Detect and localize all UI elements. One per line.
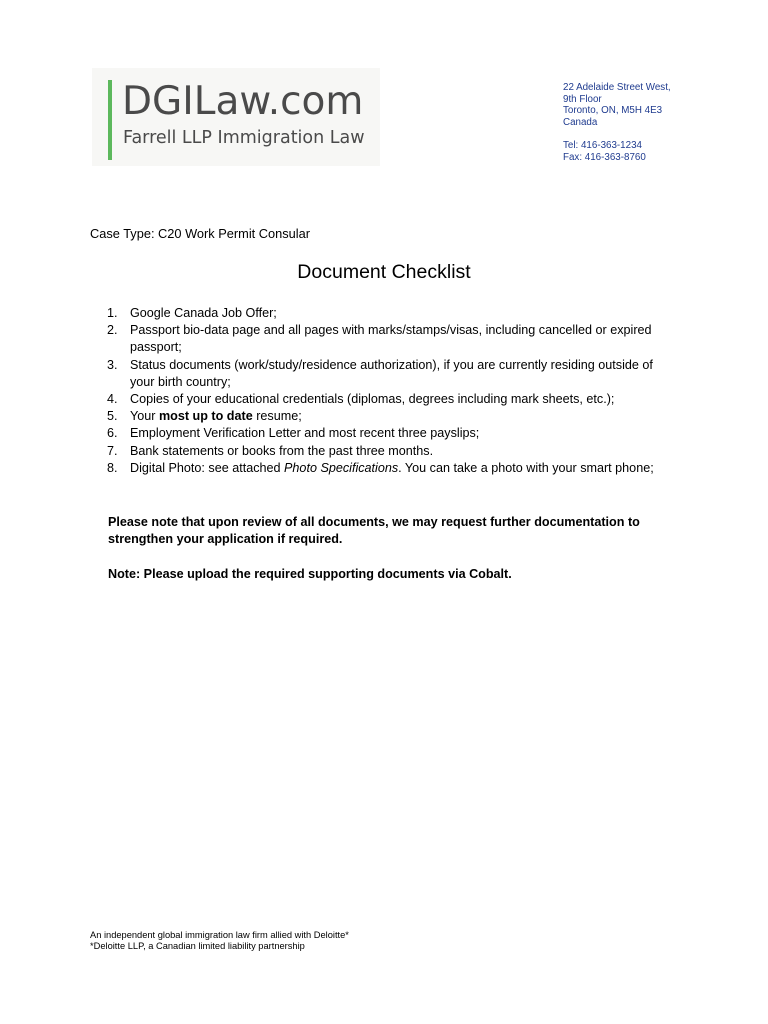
item-number: 8. [107,460,118,475]
phone-number: Tel: 416-363-1234 [563,139,642,151]
footer-line: *Deloitte LLP, a Canadian limited liability partnership [90,941,305,951]
checklist-item [107,322,667,356]
page-title: Document Checklist [297,261,471,283]
address-line: Canada [563,116,598,128]
address-line: 22 Adelaide Street West, [563,82,671,93]
item-text-post: . You can take a photo with your smart phone; [398,460,654,475]
item-number: 3. [107,357,118,372]
fax-number: Fax: 416-363-8760 [563,151,646,163]
item-text: Employment Verification Letter and most recent three payslips; [130,426,480,441]
item-number: 6. [107,426,118,441]
checklist-item [107,305,667,322]
item-number: 4. [107,392,118,407]
footer-line: An independent global immigration law firm allied with Deloitte* [90,930,349,940]
page-footer [90,930,349,952]
checklist-item [107,357,667,391]
checklist-item [107,443,667,460]
logo-accent-bar [108,80,112,160]
address-spacer [563,128,671,140]
logo-tagline: Farrell LLP Immigration Law [123,128,365,148]
review-note: Please note that upon review of all documents, we may request further documentation to strengthen your application if required. [108,515,640,547]
item-text-pre: Your [130,409,159,424]
item-number: 5. [107,409,118,424]
letterhead-logo [92,68,380,166]
item-number: 1. [107,306,118,320]
item-text: Passport bio-data page and all pages with marks/stamps/visas, including cancelled or expired passport; [130,323,652,355]
item-text-italic: Photo Specifications [284,460,399,475]
item-text-pre: Digital Photo: see attached [130,460,285,475]
item-text-post: resume; [252,409,302,424]
address-line: 9th Floor [563,93,602,105]
item-text: Copies of your educational credentials (diplomas, degrees including mark sheets, etc.); [130,392,615,407]
upload-note: Note: Please upload the required supporting documents via Cobalt. [108,567,512,581]
case-type: Case Type: C20 Work Permit Consular [90,226,311,241]
checklist-item [107,391,667,408]
item-number: 7. [107,443,118,458]
checklist-item [107,425,667,442]
logo-wordmark: DGILaw.com [122,79,364,124]
item-text-bold: most up to date [158,409,253,424]
item-text: Google Canada Job Offer; [130,306,277,320]
firm-address [563,82,671,163]
checklist-item [107,460,667,477]
item-number: 2. [107,323,118,338]
item-text: Bank statements or books from the past three months. [130,443,434,458]
address-line: Toronto, ON, M5H 4E3 [563,105,663,117]
checklist-item [107,408,667,425]
item-text: Status documents (work/study/residence authorization), if you are currently residing outside of your birth country; [130,357,653,389]
document-checklist [107,305,667,477]
